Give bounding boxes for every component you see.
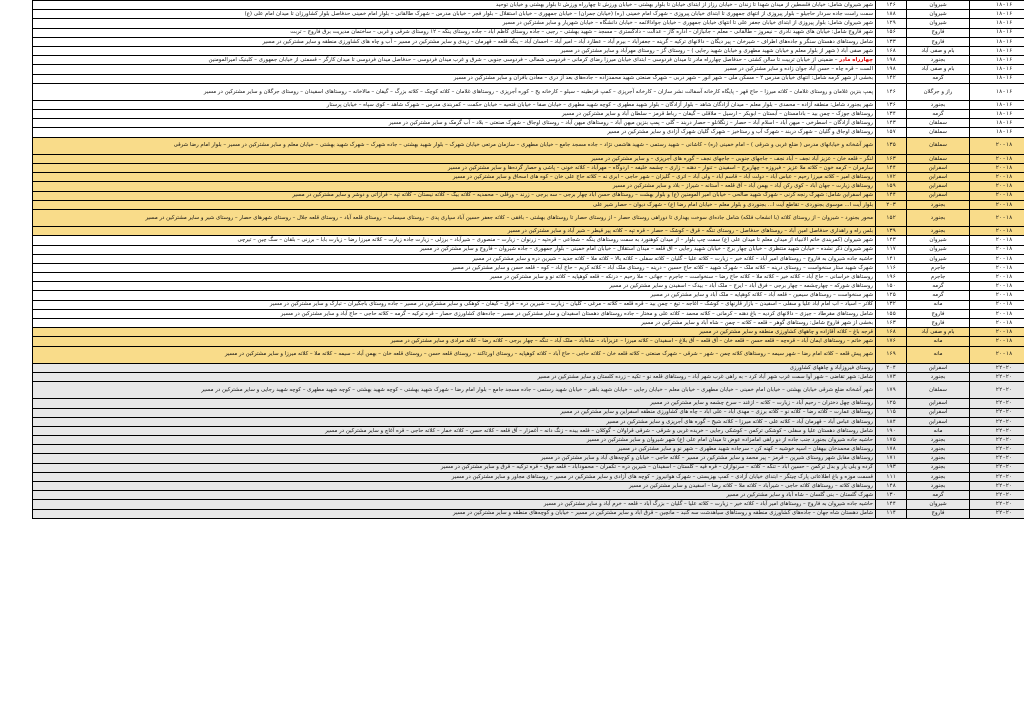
outage-area-cell: شهر صفی آباد ( شهر از بلوار معلم و خیابان شهید مطهری و خیابان شهید رجایی ) – روستای گز – روستای مهرآباد و سایر مشترکین در مسیر [33,46,876,55]
time-range-cell: ۲۰-۱۸ [970,182,1024,191]
feeder-number-cell: ۱۴۴ [876,191,907,200]
time-range-cell: ۱۸-۱۶ [970,119,1024,128]
outage-area-cell: روستاهای عمارت – کلاته رضا – کلاته نو – کلاته برزی – مهدی آباد – علی آباد – چاه های کشاورزی منطقه اسفراین و سایر مشترکین در مسیر [33,408,876,417]
time-range-cell: ۲۲-۲۰ [970,463,1024,472]
outage-area-cell: الست – قره چاه – حسن آباد جوان زاده و سایر مشترکین در مسیر [33,65,876,74]
table-row [33,83,1024,100]
city-cell: شیروان [907,254,970,263]
outage-area-cell: شهرک شهید ستار سنخواست – روستای درینه – کلاته ملک – شهرک شهید – کلاته حاج حسین – درینه – روستای ملک آباد – کلاته کریم – حاج آباد – کوه – قلعه حسن و سایر مشترکین در مسیر [33,263,876,272]
feeder-number-cell: ۱۴۴ [876,164,907,173]
city-cell: مانه [907,426,970,435]
outage-area-cell: شهرک گلستان – بنی گلسان – شاه آباد و سایر مشترکین در مسیر [33,491,876,500]
city-cell: بجنورد [907,454,970,463]
time-range-cell: ۲۲-۲۰ [970,509,1024,518]
outage-area-cell: شهر آشخانه و خیابانهای مدرس ( ضلع غربی و شرقی ) – امام خمینی (ره) – کاشانی – شهید رستمی – شهید هاشمی نژاد – جاده مسجد جامع – خیابان مطهری – سازمان مرتعی خیابان شهرک – بلوار شهید بهشتی – جاده شهرک – شهرک شهید بهشتی – خیابان معلم و سایر مشترکین در مسیر – بلوار امام رضا شرقی [33,137,876,154]
city-cell: گرمه [907,491,970,500]
city-cell: سملقان [907,382,970,399]
feeder-number-cell: ۱۴۱ [876,254,907,263]
city-cell: فاروج [907,37,970,46]
city-cell: اسفراین [907,363,970,372]
time-range-cell: ۲۲-۲۰ [970,426,1024,435]
feeder-number-cell: ۱۵۰ [876,282,907,291]
outage-schedule-table [32,0,1024,519]
outage-area-cell: روستاهای کلاته – روستاهای کلاته حاجی – شیرآباد – کلاته ملا – کلاته رضا – اسفیدن و سایر مشترکین در مسیر [33,482,876,491]
outage-area-cell: روستاهای خراسانی – حاج آباد – کلاته خیر – کلاته ملا – کلاته حاج رضا – سنخواست – جاجرم – جهانی – ملا رحیم – درنکه – قلعه کوهپایه – کلاته نو و سایر مشترکین در مسیر [33,273,876,282]
outage-area-cell: روستاهای آزادگان – اسطرخی – میهن آباد – اسلام آباد – حصار – زنگلانلو – حصار دربند – گلی – پمپ بنزین میهن آباد – روستاهای میهن آباد – روستای اوجاق – شهرک صنعتی – بلاد – آب گرمک و سایر مشترکین در مسیر [33,119,876,128]
table-row [33,273,1024,282]
time-range-cell: ۱۸-۱۶ [970,56,1024,65]
outage-area-cell: روستاهای چهل دختران – رحیم آباد – زیارت – کلاته – ازغند – سرخ چشمه و سایر مشترکین در مسیر [33,399,876,408]
feeder-number-cell: ۱۵۷ [876,128,907,137]
time-range-cell: ۲۰-۱۸ [970,263,1024,272]
time-range-cell: ۲۲-۲۰ [970,399,1024,408]
outage-area-cell: بلس راه و راهداری حدفاصل امین آباد – روستاهای حدفاصل – روستای تنگه – قرق – کوشک – حصار – قره تپه – کلاته پیر قیطر – شیر آباد و سایر مشترکین در مسیر [33,227,876,236]
feeder-number-cell: ۱۷۱ [876,454,907,463]
city-cell: فاروج [907,509,970,518]
feeder-number-cell: ۱۱۷ [876,245,907,254]
city-cell: بام و صفی آباد [907,46,970,55]
outage-area-cell: حاشیه جاده شیروان به فاروج – روستاهای امیر آباد – کلاته خیر – زیارت – کلاته علیا – گلیان – بزرگ آباد – قلعه – خرم آباد و سایر مشترکین در مسیر [33,500,876,509]
time-range-cell: ۲۰-۱۸ [970,137,1024,154]
table-row [33,363,1024,372]
time-range-cell: ۲۲-۲۰ [970,417,1024,426]
feeder-number-cell: ۱۱۵ [876,408,907,417]
feeder-number-cell: ۱۱۶ [876,263,907,272]
table-row [33,119,1024,128]
feeder-number-cell: ۱۶۹ [876,346,907,363]
feeder-number-cell: ۱۹۳ [876,463,907,472]
city-cell: راز و جرگلان [907,83,970,100]
city-cell: بجنورد [907,482,970,491]
time-range-cell: ۲۲-۲۰ [970,408,1024,417]
time-range-cell: ۲۲-۲۰ [970,491,1024,500]
table-row [33,309,1024,318]
outage-area-cell: روستاهای محمدخان بیهقان – اسپه خوشیه – کهنه کن – سرجاده شهید مطهری – شهر نو و سایر مشترکین در مسیر [33,445,876,454]
time-range-cell: ۲۰-۱۸ [970,254,1024,263]
city-cell: گرمه [907,110,970,119]
time-range-cell: ۱۸-۱۶ [970,65,1024,74]
outage-area-cell: شهر شیروان شامل: بلوار پیروزی از ابتدای خیابان جعفر علی تا انتهای خیابان جمهوری – خیابان جوادالائمه – خیابان دانشگاه – خیابان شهریار و سایر مشترکین در مسیر [33,19,876,28]
outage-area-cell: روستاهای زیارت – جهان آباد – کوی رکن آباد – بهمن آباد – آق قلعه – آستانه – شیراز – بلاد و سایر مشترکین در مسیر [33,182,876,191]
feeder-number-cell: ۱۷۳ [876,372,907,381]
outage-area-cell: شامل روستاهای دهستان علیا و سفلی – کوشکی ترکمن – کوشکی رجایی – خریده غربی و شرقی – شرقی قراولان – گوکلان – قلعه بیده – زنگ دانه – آغمزار – آق قلعه – کلاته حسن – کلاته خمار – کلاته حاجی – قره آغاچ و سایر مشترکین در مسیر [33,426,876,435]
outage-area-cell: شهر فاروج شامل: خیابان های شهید نادری – نیمروز – طالقانی – معلم – جانبازان – اداره گاز – عدالت – دادگستری – مسجد – شهید بهشتی – رجبی – جاده روستای کاظم آباد – جاده روستای ینگه – ۱۲ روستای شرقی و غربی – ساختمان مدیریت برق فاروج – تربت [33,28,876,37]
time-range-cell: ۱۸-۱۶ [970,1,1024,10]
outage-area-cell: شهر بجنورد شامل: منطقه آزاده – محمدی – بلوار معلم – میدان آزادگان شاهد – بلوار آزادگان – بلوار شهید مطهری – کوچه شهید مطهری – خیابان صفا – خیابان فتحیه – خیابان حکمت – کمربندی مدرس – شهرک شاهد – کوی سپاه – خیابان پرستار [33,100,876,109]
feeder-number-cell: ۱۹۸ [876,65,907,74]
table-row [33,173,1024,182]
feeder-number-cell: ۱۴۲ [876,74,907,83]
table-row [33,154,1024,163]
city-cell: مانه [907,337,970,346]
table-row [33,182,1024,191]
feeder-number-cell: ۱۶۳ [876,319,907,328]
time-range-cell: ۲۲-۲۰ [970,372,1024,381]
feeder-number-cell: ۱۷۲ [876,173,907,182]
time-range-cell: ۲۲-۲۰ [970,472,1024,481]
time-range-cell: ۲۰-۱۸ [970,337,1024,346]
city-cell: جاجرم [907,263,970,272]
city-cell: بجنورد [907,227,970,236]
table-row [33,482,1024,491]
table-row [33,417,1024,426]
table-row [33,236,1024,245]
time-range-cell: ۲۰-۱۸ [970,291,1024,300]
city-cell: بجنورد [907,209,970,226]
feeder-number-cell: ۱۹۰ [876,426,907,435]
time-range-cell: ۲۲-۲۰ [970,454,1024,463]
outage-area-cell: چهارراه مادر – ضمینی از خیابان تربیت تا سالن کشتی – حدفاصل چهارراه مادر تا میدان فردوسی – ابتدای خیابان میرزا رضای کرمانی – فردوسی شمالی – فردوسی جنوبی – شرق و غرب میدان فردوسی – حدفاصل میدان فردوسی تا میدان کارگر – قسمتی از خیابان جمهوری – کلینیک امیرالمومنین [33,56,876,65]
outage-area-cell: شامل دهستان شاه جهان – جاده‌های کشاورزی منطقه و روستاهای سیاهدشت سه گنبد – مانچین – قرق آباد و سایر مشترکین در مسیر – خیابان و کوچه‌های منطقه و سایر مشترکین در مسیر [33,509,876,518]
table-row [33,346,1024,363]
table-row [33,137,1024,154]
table-row [33,1,1024,10]
time-range-cell: ۲۰-۱۸ [970,319,1024,328]
table-row [33,454,1024,463]
table-row [33,200,1024,209]
city-cell: مانه [907,300,970,309]
table-row [33,372,1024,381]
outage-area-cell: قسمت موزه و باغ اطلاعاتی پارک چیتگر – ابتدای خیابان آزادی – کمپ بهزیستی – شهرک هوانیروز – کوچه های آزادی و سایر مشترکین در مسیر – روستاهای مجاور و سایر مشترکین در مسیر [33,472,876,481]
city-cell: گرمه [907,74,970,83]
time-range-cell: ۲۰-۱۸ [970,273,1024,282]
feeder-number-cell: ۱۵۶ [876,28,907,37]
outage-area-cell: گرده و یلی یار و بدل ترکمن – حسین آباد – تنگه – کلاته – سرنوازان – قره قیه – گلستان – اسفیدان – شیرین دره – تکمران – محمودآباد – قلعه جوق – قره ترکیه – قرق و سایر مشترکین در مسیر [33,463,876,472]
feeder-number-cell: ۱۳۴ [876,110,907,119]
time-range-cell: ۲۲-۲۰ [970,382,1024,399]
feeder-number-cell: ۱۳۶ [876,100,907,109]
table-row [33,191,1024,200]
outage-area-cell: حاشیه جاده شیروان بجنورد جنب جاده از دو راهی امامزاده عوض تا میدان امام علی (ع) شهر شیروان و سایر مشترکین در مسیر [33,436,876,445]
outage-area-cell: روستاهای شورکه – چهارچشمه – چهار برجی – فرق آباد – ایرج – ملک آباد – بیدک – اسفیدن و سایر مشترکین در مسیر [33,282,876,291]
outage-area-cell: شامل روستاهای دهستان سنگر و جاده‌های اطراف – شیرخان – پیر دیگان – دالانهای ترکیه – گرینه – جعفرآباد – بیرم آباد – عطارد آباد – امیر آباد – احسان آباد – ینگه قلعه – قهرمان – زیدی و سایر مشترکین در مسیر – آب و چاه های کشاورزی منطقه و سایر مشترکین در مسیر [33,37,876,46]
time-range-cell: ۱۸-۱۶ [970,10,1024,19]
time-range-cell: ۱۸-۱۶ [970,37,1024,46]
feeder-number-cell: ۱۹۶ [876,273,907,282]
city-cell: بجنورد [907,372,970,381]
outage-area-cell: روستاهای اوجاق و گلیان – شهرک دربند – شهرک آب و رستاخیز – شهرک گلیان شهرک آزادی و سایر مشترکین در مسیر [33,128,876,137]
city-cell: جاجرم [907,273,970,282]
city-cell: بجنورد [907,445,970,454]
table-row [33,328,1024,337]
feeder-number-cell: ۱۷۸ [876,445,907,454]
city-cell: بجنورد [907,100,970,109]
outage-area-cell: روستاهای مقابل شهر روستای شیرین – قرمز – پیر محمد و سایر مشترکین در مسیر – کلاته حاجی – خیابان و کوچه‌های آباد و سایر مشترکین در مسیر [33,454,876,463]
table-row [33,128,1024,137]
time-range-cell: ۱۸-۱۶ [970,83,1024,100]
city-cell: شیروان [907,1,970,10]
time-range-cell: ۲۲-۲۰ [970,445,1024,454]
table-row [33,408,1024,417]
city-cell: شیروان [907,19,970,28]
outage-area-cell: قرجه باغ – کلاته آقازاده و چاههای کشاورزی منطقه و سایر مشترکین در مسیر [33,328,876,337]
outage-area-cell: شهر شیروان (کمربندی خاتم الانبیاء از میدان معلم تا میدان علی (ع) سمت چپ بلوار – از میدان کوهنورد به سمت روستاهای ینگه – شجاعی – قره‌تپه – زرنوان – زیارت – منصوری – شیرآباد – برزلی – زیارت جاده زیارت – کلاته میرزا رضا – زیارت بابا – برزنی – بلقان – سگ چین – تیرچی [33,236,876,245]
feeder-number-cell: ۱۴۳ [876,236,907,245]
time-range-cell: ۲۲-۲۰ [970,436,1024,445]
table-row [33,436,1024,445]
time-range-cell: ۱۸-۱۶ [970,100,1024,109]
outage-area-cell: حاشیه جاده شیروان به فاروج – روستاهای امیر آباد – کلاته خیر – زیارت – کلاته علیا – گلیان – کلاته سفلی – کلاته بالا – کلاته ملا – کلاته جدید – شیرین دره و سایر مشترکین در مسیر [33,254,876,263]
city-cell: بجنورد [907,56,970,65]
table-row [33,291,1024,300]
city-cell: اسفراین [907,417,970,426]
time-range-cell: ۲۰-۱۸ [970,173,1024,182]
table-row [33,110,1024,119]
feeder-number-cell: ۱۸۴ [876,417,907,426]
city-cell: اسفراین [907,182,970,191]
time-range-cell: ۱۸-۱۶ [970,19,1024,28]
outage-area-cell: شهر شیروان شامل: خیابان فلسطین از میدان شهدا تا زندان – خیابان رزاز از ابتدای خیابان تا بلوار بهشتی – خیابان ورزش تا چهارراه ورزش تا بلوار بهشتی و خیابان توحید [33,1,876,10]
time-range-cell: ۱۸-۱۶ [970,28,1024,37]
outage-area-cell: روستاهای جوزک – چمن بید – بادامستان – آبستان – ابوبکر – ارسیل – ملاقلی – گیفان – رباط قرمز – سلطان آباد و سایر مشترکین در مسیر [33,110,876,119]
outage-area-cell: شهر اسفراین شامل: شهرک رنجه کرنی – شهرک شهید صالحی – خیابان امیر المومنین (ع) و بلوار بهشت – روستاهای حسن آباد چهار برجی – سه برجی – زرند – ورقلی – محمدیه – کلاته بیگ – کلاته نیستان – کلاته تپه – فرازاتی و دوشر و سایر مشترکین در مسیر [33,191,876,200]
time-range-cell: ۲۰-۱۸ [970,245,1024,254]
time-range-cell: ۲۰-۱۸ [970,282,1024,291]
city-cell: اسفراین [907,173,970,182]
time-range-cell: ۲۰-۱۸ [970,236,1024,245]
outage-area-cell: محور بجنورد – شیروان – از روستای کلاته (با انشعاب فلکه) شامل جاده‌ای سوخت بهداری تا دوراهی روستای حصار – از روستای حصار تا روستاهای بهشتی – بافقی – کلاته جعفر حسین آباد سپاری پدی – روستای سیساب – روستای قلعه آباد – روستای قلعه جلال – روستای شهرهای حصار – روستای شیر و سایر مشترکین در مسیر [33,209,876,226]
city-cell: اسفراین [907,164,970,173]
table-row [33,245,1024,254]
outage-area-cell: بخشی از شهر گرمه شامل: انتهای خیابان مدرس ۲ – مسکن ملی – شهر انور – شهر دربی – شهرک صنعتی شهید محمدزاده – جاده‌های بعد از دری – معادن بافران و سایر مشترکین در مسیر [33,74,876,83]
feeder-number-cell: ۲۰۳ [876,200,907,209]
city-cell: اسفراین [907,399,970,408]
city-cell: بجنورد [907,472,970,481]
table-row [33,65,1024,74]
table-row [33,164,1024,173]
table-row [33,56,1024,65]
feeder-number-cell: ۱۴۸ [876,482,907,491]
feeder-number-cell: ۱۳۹ [876,227,907,236]
feeder-number-cell: ۱۴۳ [876,119,907,128]
feeder-number-cell: ۱۲۹ [876,19,907,28]
feeder-number-cell: ۱۴۶ [876,83,907,100]
city-cell: بجنورد [907,436,970,445]
time-range-cell: ۱۸-۱۶ [970,46,1024,55]
city-cell: شیروان [907,236,970,245]
feeder-number-cell: ۱۱۱ [876,472,907,481]
time-range-cell: ۲۲-۲۰ [970,500,1024,509]
feeder-number-cell: ۱۵۵ [876,309,907,318]
table-row [33,46,1024,55]
outage-area-cell: شهر پیش قلعه – کلاته امام رضا – شهر سیمه – روستاهای کلاته چمن – شهر – شرقی – شهرک صنعتی – کلاته قلعه خان – کلاته حاجی – حاج آباد – کلاته کوهپایه – روستای اورتاکند – روستای قلعه حسن – روستای قلعه خان – بهمن آباد – سیمه – کلاته ملا – کلاته میرزا و سایر مشترکین در مسیر [33,346,876,363]
time-range-cell: ۲۰-۱۸ [970,164,1024,173]
time-range-cell: ۲۲-۲۰ [970,363,1024,372]
feeder-number-cell: ۱۳۳ [876,37,907,46]
outage-area-cell: سمت راست جاده سردار حاجیلو – بلوار پیروزی از انتهای جمهوری تا ابتدای خیابان پیروزی – شهرک امام خمینی (ره) (خیابان جمران) – خیابان جمهوری – خیابان استقلال – بلوار فجر – خیابان مدرس – شهرک طالقانی – بلوار امام خمینی حدفاصل بلوار کشاورزان تا میدان امام علی (ع) [33,10,876,19]
table-row [33,500,1024,509]
time-range-cell: ۲۰-۱۸ [970,200,1024,209]
feeder-number-cell: ۱۵۹ [876,182,907,191]
time-range-cell: ۲۲-۲۰ [970,482,1024,491]
outage-area-cell: شامل: شهر تقاضی – شهر آوا سمت غرب شهر آباد کرد – به راهی غرب شهر آباد – روستاهای قلعه نو – تکیه – زرده کلستان و سایر مشترکین در مسیر [33,372,876,381]
outage-schedule-sheet [32,0,1018,722]
outage-area-cell: روستاهای عباس آباد – قهرمان آباد – کلاته علی – کلاته میرزا – کلاته شیخ – گوره های آجرپزی و سایر مشترکین در مسیر [33,417,876,426]
city-cell: فاروج [907,28,970,37]
feeder-number-cell: ۱۶۸ [876,46,907,55]
table-row [33,227,1024,236]
feeder-number-cell: ۱۶۳ [876,154,907,163]
table-row [33,509,1024,518]
city-cell: مانه [907,346,970,363]
time-range-cell: ۲۰-۱۸ [970,209,1024,226]
feeder-number-cell: ۱۷۵ [876,436,907,445]
time-range-cell: ۲۰-۱۸ [970,328,1024,337]
feeder-number-cell: ۱۵۲ [876,209,907,226]
feeder-number-cell: ۱۴۶ [876,1,907,10]
outage-area-cell: روستای فیروزآباد و چاههای کشاورزی [33,363,876,372]
table-row [33,254,1024,263]
table-row [33,300,1024,309]
city-cell: شیروان [907,10,970,19]
table-row [33,100,1024,109]
table-row [33,28,1024,37]
feeder-number-cell: ۱۱۴ [876,509,907,518]
feeder-number-cell: ۱۷۹ [876,382,907,399]
table-row [33,491,1024,500]
outage-area-cell: شهر خاتم – روستاهای ایمان آباد – قره‌چه – قلعه حسن – قلعه خان – آق قلعه – آق بلاغ – اسفیدان – کلاته میرزا – عزیزآباد – شاه‌آباد – ملک آباد – تنگه – چهار برجی – کلاته رضا – کلاته مرادی و سایر مشترکین در مسیر [33,337,876,346]
outage-area-cell: روستاهای امیر – کلاته میرزا رحیم – عباس آباد – دولت آباد – قاسم آباد – ولی آباد – اتری – گلیزان – شهر حاجی – ابری نه – کلاته حاج علی خان – کوه های اسحاق و سایر مشترکین در مسیر [33,173,876,182]
city-cell: گرمه [907,291,970,300]
city-cell: اسفراین [907,191,970,200]
time-range-cell: ۱۸-۱۶ [970,74,1024,83]
time-range-cell: ۱۸-۱۶ [970,128,1024,137]
city-cell: بام و صفی آباد [907,65,970,74]
feeder-number-cell: ۱۲۵ [876,291,907,300]
outage-area-cell: پمپ بنزین غلامان و روستای غلامان – کلاته میرزا – حاج قهر – پایگاه کارخانه آسفالت نشر سازان – کارخانه آجرپزی – کمپ قرنطینه – سیلو – کارخانه یخ – کوره آجرپزی – روستاهای غلامان – کلاته کوچک – کلاته بزرگ – گیفان – مالاخانه – روستاهای اسفیدان – روستای جرگلان و سایر مشترکین در مسیر [33,83,876,100]
outage-area-cell: کلاتر – اسیاد – آب امام آباد علیا و سفلی – اسفیدن – بازار قارنهای – کوشک – آغاجه – تیغ – چمن بید – قره قلعه – کلاته – مرغی – گلیان – زیارت – شیرین دره – قرق – گیفان – کوهکی و سایر مشترکین در مسیر – جاده روستای باجگیران – تبارک و سایر مشترکین در مسیر [33,300,876,309]
table-row [33,382,1024,399]
time-range-cell: ۲۰-۱۸ [970,309,1024,318]
table-row [33,209,1024,226]
time-range-cell: ۱۸-۱۶ [970,110,1024,119]
table-row [33,319,1024,328]
outage-area-cell: شهر آشخانه ضلع شرقی خیابان بهشتی – خیابان امام خمینی – خیابان مطهری – خیابان معلم – خیابان رجایی – خیابان شهید باهنر – خیابان شهید رستمی – جاده مسجد جامع – بلوار امام رضا – شهرک شهید بهشتی – کوچه شهید بهشتی – کوچه شهید مطهری – کوچه شهید رجایی و سایر مشترکین در مسیر [33,382,876,399]
feeder-number-cell: ۱۹۸ [876,56,907,65]
time-range-cell: ۲۰-۱۸ [970,300,1024,309]
city-cell: فاروج [907,319,970,328]
city-cell: سملقان [907,119,970,128]
table-row [33,337,1024,346]
outage-area-cell: سارمران – کرمه خون – کلاته ملا عزیز – فیروزه – چهاربرج – اسفیدن – تنوار – دهنه – زاری – چشمه خلیفه – اردوگاه – مهرآباد – کلاته خونی – پاشی و حصار گرده‌ها و سایر مشترکین در مسیر [33,164,876,173]
city-cell: اسفراین [907,408,970,417]
outage-area-cell: شهر سنخواست – روستاهای سیمین – قلعه آباد – کلاته کوهپایه – ملک آباد و سایر مشترکین در مسیر [33,291,876,300]
table-row [33,19,1024,28]
outage-area-cell: شهر شیروان ذکر نشده – خیابان شهید منتظری – خیابان چهار برج – خیابان شهید رجایی – آق قلعه – میدان استقلال – خیابان امام خمینی – بلوار جمهوری – جاده شیروان – فاروج و سایر مشترکین در مسیر [33,245,876,254]
feeder-number-cell: ۱۳۲ [876,300,907,309]
city-cell: سملقان [907,137,970,154]
table-row [33,263,1024,272]
outage-area-cell: بلوار آیت ا... موسوی بجنوردی – تقاطع آیت ا... بجنوردی و بلوار معلم – خیابان امام رضا (ع) – شهرک دیوان – حصار شیر علی [33,200,876,209]
table-row [33,399,1024,408]
time-range-cell: ۲۰-۱۸ [970,154,1024,163]
feeder-number-cell: ۲۰۴ [876,363,907,372]
table-row [33,74,1024,83]
city-cell: شیروان [907,245,970,254]
feeder-number-cell: ۱۶۸ [876,328,907,337]
time-range-cell: ۲۰-۱۸ [970,191,1024,200]
outage-area-cell: لنگر – قلعه خان – عزیز آباد نجف – آباد نجف – جاجهای جنوبی – جاجهای نجف – گوره های آجرپزی – و سایر مشترکین در مسیر [33,154,876,163]
table-row [33,37,1024,46]
table-row [33,426,1024,435]
time-range-cell: ۲۰-۱۸ [970,346,1024,363]
table-row [33,10,1024,19]
city-cell: گرمه [907,282,970,291]
city-cell: سملقان [907,154,970,163]
feeder-number-cell: ۱۸۸ [876,10,907,19]
feeder-number-cell: ۱۷۶ [876,337,907,346]
city-cell: بجنورد [907,200,970,209]
feeder-number-cell: ۱۲۵ [876,399,907,408]
feeder-number-cell: ۱۴۴ [876,500,907,509]
table-row [33,445,1024,454]
city-cell: شیروان [907,500,970,509]
table-row [33,472,1024,481]
table-row [33,282,1024,291]
outage-area-cell: بخشی از شهر فاروج شامل: روستاهای گوهر – قلعه – کلاته – چمن – شاه آباد و سایر مشترکین در مسیر [33,319,876,328]
city-cell: بجنورد [907,463,970,472]
city-cell: فاروج [907,309,970,318]
table-row [33,463,1024,472]
feeder-number-cell: ۱۳۰ [876,491,907,500]
city-cell: سملقان [907,128,970,137]
highlighted-location: چهارراه مادر [839,56,873,63]
schedule-rows [33,1,1024,519]
time-range-cell: ۲۰-۱۸ [970,227,1024,236]
outage-area-cell: شامل روستاهای مقرطاد – جیزی – دالانهای کردیه – باغ دهنه – کرمانی – کلاته محمد – کلاته علی و مختار – جاده روستاهای دهستان اسفیدان و سایر مشترکین در مسیر – جاده‌های کشاورزی حصار – قره ترکیه – گرمه – کلاته حاجی – حاج آباد و سایر مشترکین در مسیر [33,309,876,318]
city-cell: بام و صفی آباد [907,328,970,337]
feeder-number-cell: ۱۳۵ [876,137,907,154]
